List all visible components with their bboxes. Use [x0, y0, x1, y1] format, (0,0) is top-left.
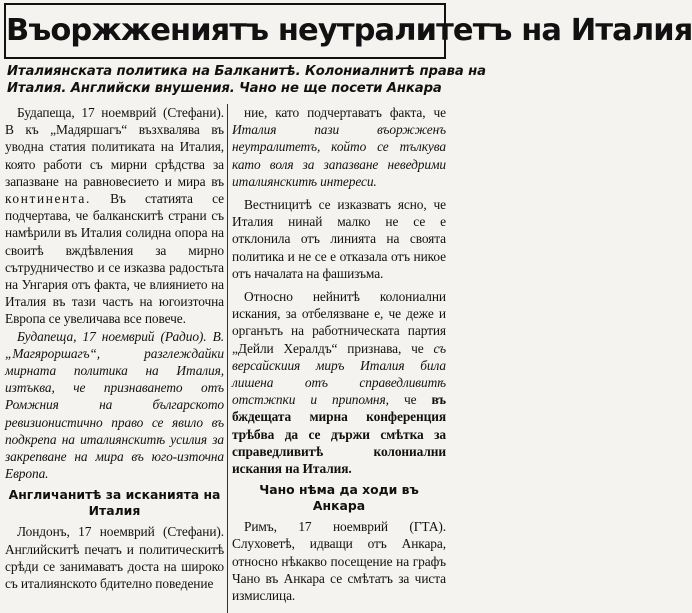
paragraph-newspapers: Вестницитѣ се изказватъ ясно, че Италия нинай малко не се е отклонила отъ линията на своята политика и не се е отказала отъ никое отъ началата на фашизъма. — [232, 197, 446, 281]
column-left — [5, 104, 224, 613]
spaced-word: континента. — [5, 191, 91, 207]
paragraph-italic-text: съ версайскиия миръ Италия била лишена отъ справедливитѣ отстжпки и припомня, — [232, 340, 446, 408]
paragraph-text: ние, като подчертаватъ факта, че — [244, 105, 446, 120]
paragraph-text: Будапеща, 17 ноемврий (Радио). В. „Магяроршагъ“, разглеждайки мирната политика на Италия, изтъква, че — [5, 328, 224, 396]
subheadline-line-1: Италиянската политика на Балканитѣ. Колониалнитѣ права на — [7, 64, 486, 79]
subheadline-line-2: Италия. Английски внушения. Чано не ще посети Анкара — [7, 81, 442, 96]
paragraph-text: че — [403, 392, 417, 408]
section-title-ciano: Чано нѣма да ходи въ Анкара — [259, 482, 419, 514]
paragraph-text: Относно нейнитѣ колониални искания, за отбелязване е, че дежe и органътъ на работническата партия „Дейли Хералдъ“ признава, че — [232, 289, 446, 356]
paragraph-london: Лондонъ, 17 ноемврий (Стефани). Английскитѣ печатъ и политическитѣ срѣди се занимаватъ доста на широко съ италиянското бдително поведение — [5, 524, 224, 592]
headline: Въоржжениятъ неутралитетъ на Италия — [4, 3, 446, 59]
paragraph-text: Въ статията се подчертава, че балканскитѣ страни съ намѣрили въ Италия солидна опора на своитѣ вждѣвления за мирно сътрудничество и се изказва радостьта на Унгария отъ факта, че влиянието на Италия въ тази частъ на югоизточна Европа се увеличава все повече. — [5, 191, 224, 327]
column-right — [232, 104, 446, 613]
paragraph-italic-text: Италия пази въоржженъ неутралитетъ, който се тълкува като воля за запазване неведрими италиянскитѣ интереси. — [232, 122, 446, 189]
subheadline — [7, 63, 486, 97]
column-divider — [227, 104, 228, 613]
paragraph-bold-text: въ бждещата мирна конференция трѣбва да се държи смѣтка за справедливитѣ колониални искания на Италия. — [232, 392, 447, 477]
paragraph-text: Будапеща, 17 ноемврий (Стефани). В къ „Мадяршагъ“ възхвалява въ уводна статия политиката на Италия, която работи съ мирни срѣдства за запазване на равновесието и мира въ — [5, 105, 224, 189]
paragraph-colonial-claims — [232, 288, 446, 477]
paragraph-budapest-radio — [5, 328, 224, 483]
paragraph-rome: Римъ, 17 ноемврий (ГТА). Слуховетѣ, идващи отъ Анкара, относно нѣкакво посещение на графъ Чано въ Анкара се смѣтатъ за чиста измислица. — [232, 519, 446, 604]
paragraph-continuation — [232, 104, 446, 190]
paragraph-budapest-stefani — [5, 104, 224, 328]
paragraph-italic-text: признаването отъ Ромжния на българското ревизионистично право се явило въ подкрепа на италиянскитѣ усилия за закрепване на мира въ юго-източна Европа. — [5, 380, 225, 482]
section-title-english: Англичанитѣ за исканията на Италия — [8, 487, 221, 519]
